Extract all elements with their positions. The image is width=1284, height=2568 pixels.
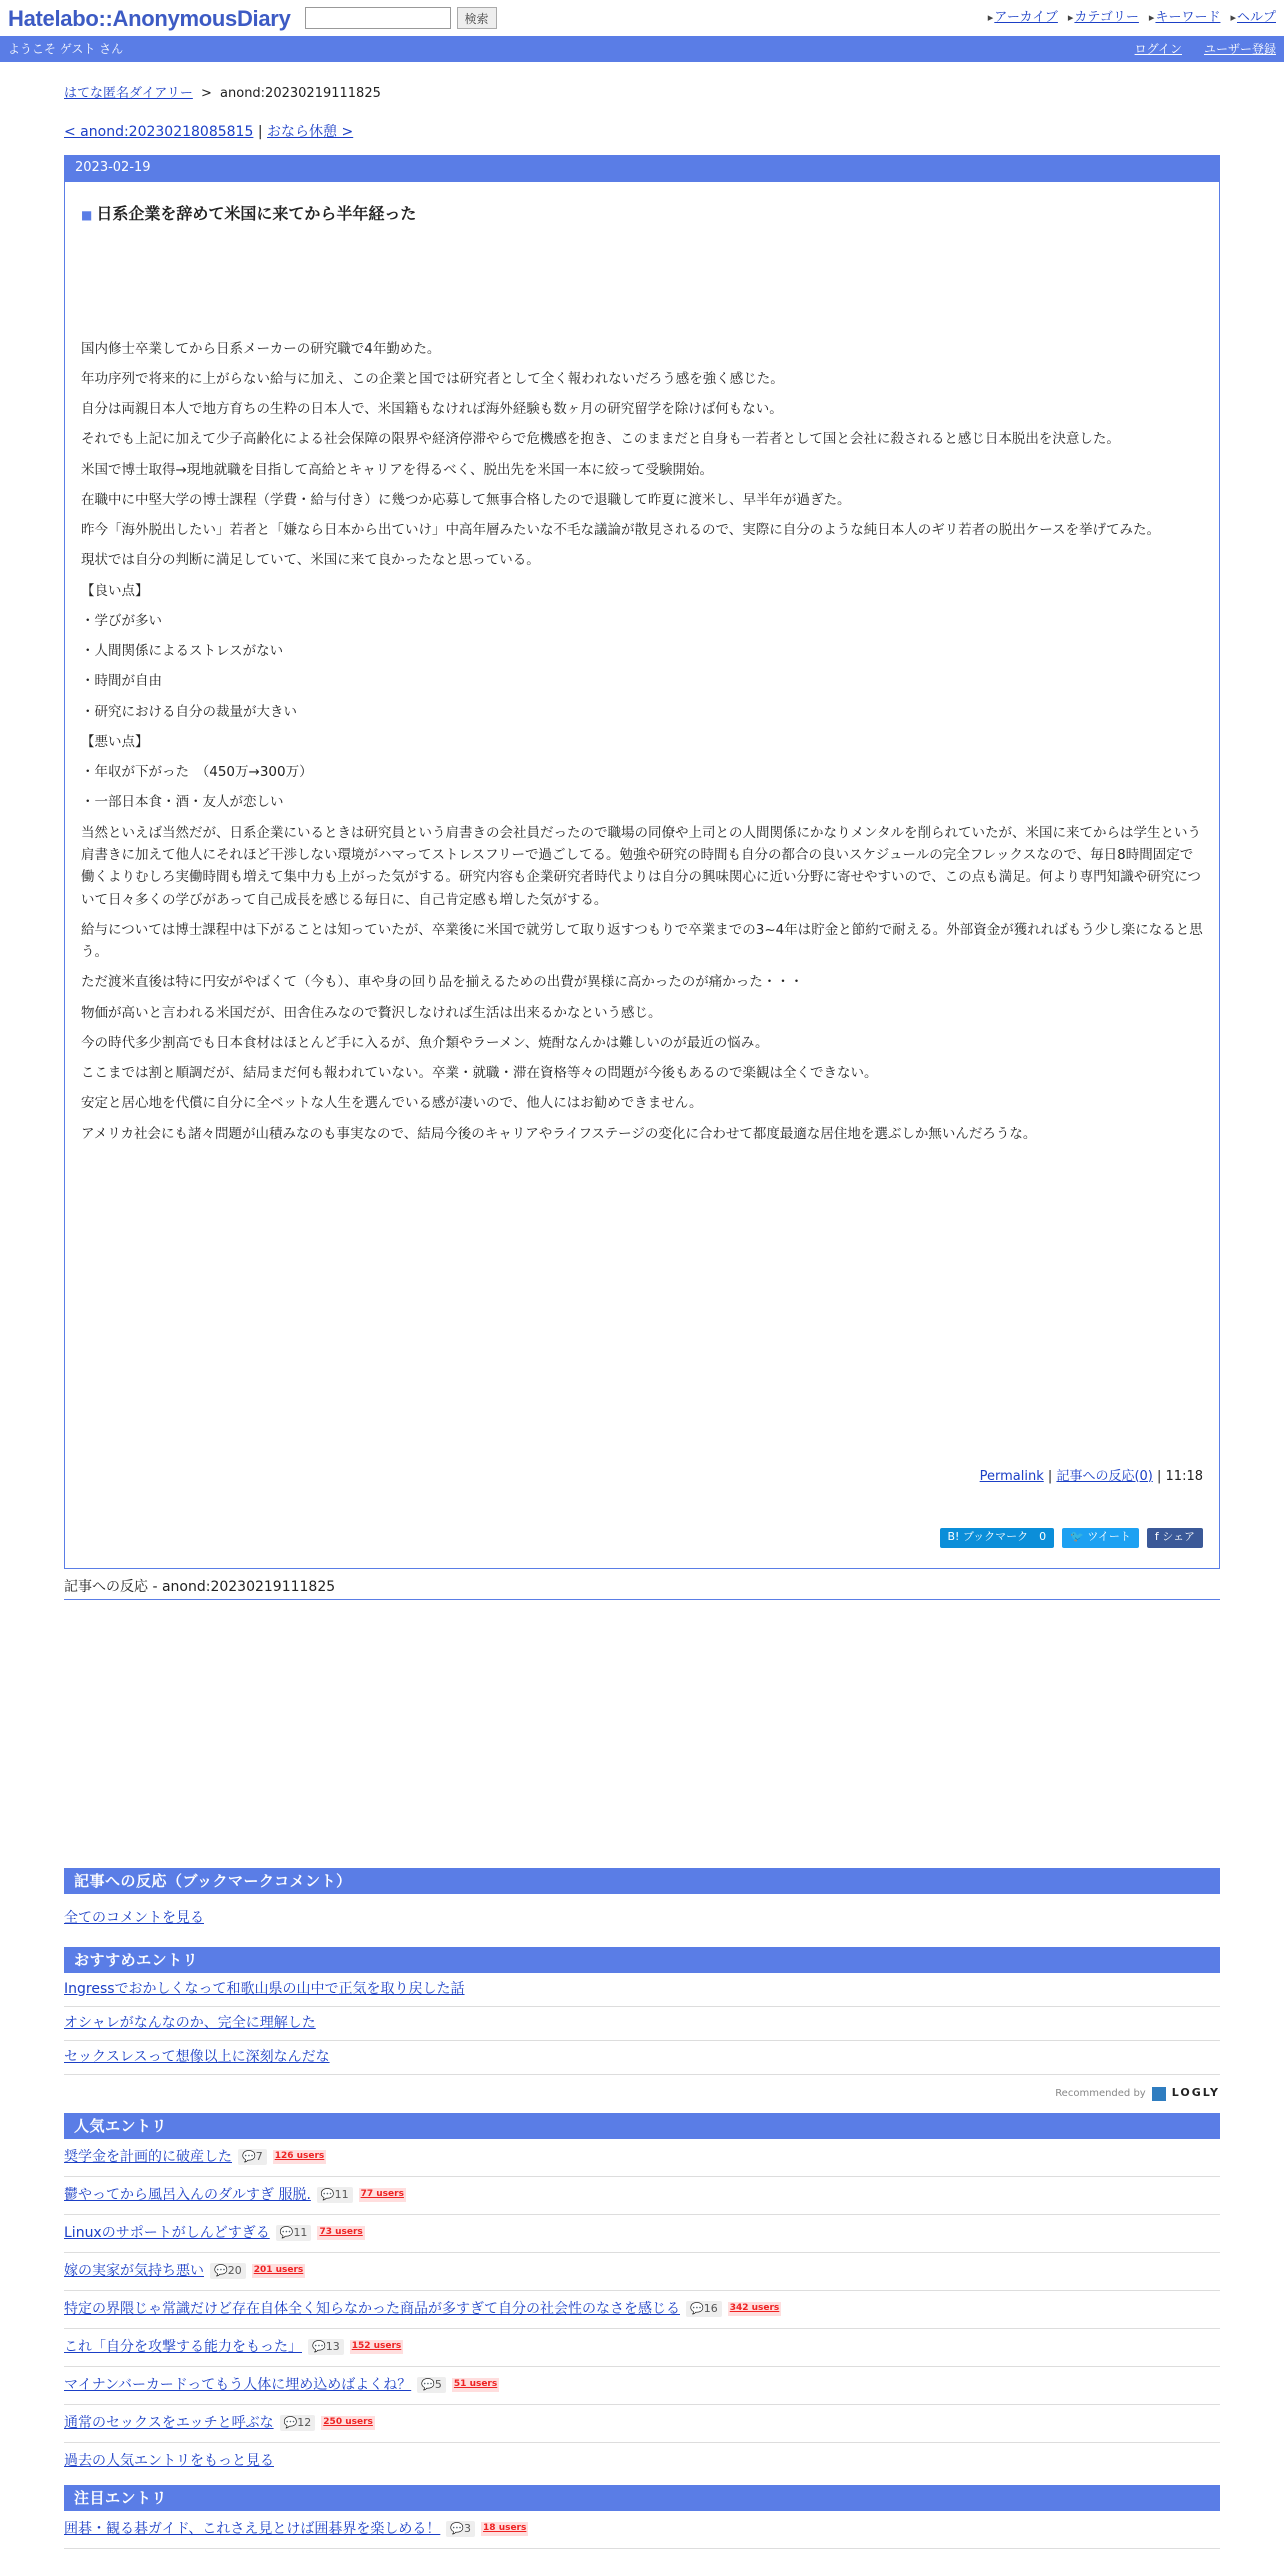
entry-nav — [64, 122, 1220, 143]
featured-list — [64, 2511, 1220, 2549]
breadcrumb-root[interactable]: はてな匿名ダイアリー — [64, 86, 193, 101]
popular-link[interactable]: Linuxのサポートがしんどすぎる — [64, 2224, 270, 2241]
entry-paragraph: 安定と居心地を代償に自分に全ベットな人生を選んでいる感が凄いので、他人にはお勧めできません。 — [81, 1095, 703, 1112]
logly-icon — [1152, 2087, 1166, 2101]
comment-icon: 💬 — [450, 2521, 465, 2535]
register-link[interactable]: ユーザー登録 — [1203, 42, 1276, 56]
reactions-title: 記事への反応 - anond:20230219111825 — [64, 1577, 1220, 1600]
entry-paragraph: ここまでは割と順調だが、結局まだ何も報われていない。卒業・就職・滞在資格等々の問題が今後もあるので楽観は全くできない。 — [81, 1065, 878, 1082]
top-bar — [0, 0, 1284, 36]
list-item — [64, 2511, 1220, 2549]
entry-paragraph: 【悪い点】 — [81, 733, 149, 750]
hatena-bookmark-button[interactable]: B! ブックマーク 0 — [940, 1528, 1055, 1548]
users-badge[interactable]: 342 users — [728, 2302, 782, 2316]
comment-count[interactable] — [686, 2301, 722, 2318]
welcome-text: ようこそ ゲスト さん — [8, 42, 124, 56]
users-badge[interactable]: 73 users — [317, 2226, 364, 2240]
entry-paragraph: 物価が高いと言われる米国だが、田舎住みなので贅沢しなければ生活は出来るかなという感じ。 — [81, 1004, 662, 1021]
recommended-by — [64, 2083, 1220, 2105]
comment-number: 11 — [334, 2187, 349, 2201]
popular-heading: 人気エントリ — [64, 2113, 1220, 2139]
keyword-link[interactable]: ▸ キーワード — [1149, 8, 1221, 28]
comment-icon: 💬 — [421, 2377, 435, 2391]
entry-paragraph: 給与については博士課程中は下がることは知っていたが、卒業後に米国で就労して取り返すつもりで卒業までの3~4年は貯金と節約で耐える。外部資金が獲れればもう少し楽になると思う。 — [81, 921, 1203, 961]
popular-link[interactable]: 特定の界隈じゃ常識だけど存在自体全く知らなかった商品が多すぎて自分の社会性のなさを感じる — [64, 2300, 680, 2317]
users-badge[interactable]: 18 users — [481, 2522, 528, 2536]
comment-icon: 💬 — [283, 2415, 298, 2429]
entry-box — [64, 155, 1220, 1569]
entry-paragraph: 【良い点】 — [81, 582, 149, 599]
entry-paragraph: ・人間関係によるストレスがない — [81, 643, 284, 660]
next-entry-link[interactable]: おなら休憩 > — [267, 123, 354, 140]
entry-body — [81, 338, 1203, 1145]
list-item — [64, 1973, 1220, 2007]
entry-paragraph: ・学びが多い — [81, 612, 162, 629]
tweet-button[interactable] — [1062, 1528, 1139, 1548]
popular-link[interactable]: 通常のセックスをエッチと呼ぶな — [64, 2414, 274, 2431]
comment-count[interactable] — [238, 2149, 267, 2166]
users-badge[interactable]: 51 users — [452, 2378, 499, 2392]
more-popular-link[interactable]: 過去の人気エントリをもっと見る — [64, 2453, 274, 2469]
footer-separator: | — [1047, 1468, 1053, 1484]
facebook-icon: f — [1154, 1529, 1163, 1543]
comment-number: 5 — [434, 2377, 442, 2391]
breadcrumb-separator: > — [200, 86, 212, 101]
users-badge[interactable]: 152 users — [350, 2340, 404, 2354]
recommended-link[interactable]: オシャレがなんなのか、完全に理解した — [64, 2014, 316, 2031]
featured-heading: 注目エントリ — [64, 2485, 1220, 2511]
featured-link[interactable]: 囲碁・観る碁ガイド、これさえ見とけば囲碁界を楽しめる！ — [64, 2520, 441, 2537]
login-link[interactable]: ログイン — [1134, 42, 1182, 56]
users-badge[interactable]: 201 users — [252, 2264, 306, 2278]
entry-paragraph: 昨今「海外脱出したい」若者と「嫌なら日本から出ていけ」中高年層みたいな不毛な議論が散見されるので、実際に自分のような純日本人のギリ若者の脱出ケースを挙げてみた。 — [81, 522, 1161, 539]
entry-paragraph: ・一部日本食・酒・友人が恋しい — [81, 794, 284, 811]
entry-paragraph: それでも上記に加えて少子高齢化による社会保障の限界や経済停滞やらで危機感を抱き、このままだと自身も一若者として国と会社に殺されると感じ日本脱出を決意した。 — [81, 431, 1120, 448]
footer-separator: | — [1157, 1468, 1162, 1484]
popular-link[interactable]: 嫁の実家が気持ち悪い — [64, 2262, 204, 2279]
recommended-by-label: Recommended by — [1055, 2088, 1146, 2099]
comment-count[interactable] — [417, 2377, 446, 2394]
entry-paragraph: ただ渡米直後は特に円安がやばくて（今も）、車や身の回り品を揃えるための出費が異様に高かったのが痛かった・・・ — [81, 974, 804, 991]
facebook-label: シェア — [1162, 1529, 1195, 1543]
search-form — [305, 7, 497, 29]
recommended-link[interactable]: Ingressでおかしくなって和歌山県の山中で正気を取り戻した話 — [64, 1980, 465, 1997]
comment-count[interactable] — [308, 2339, 344, 2356]
comment-count[interactable] — [276, 2225, 312, 2242]
comment-icon: 💬 — [242, 2149, 256, 2163]
list-item — [64, 2253, 1220, 2291]
recommended-link[interactable]: セックスレスって想像以上に深刻なんだな — [64, 2048, 330, 2065]
entry-title-text: 日系企業を辞めて米国に来てから半年経った — [96, 203, 417, 223]
permalink[interactable]: Permalink — [979, 1468, 1044, 1484]
category-link[interactable]: ▸ カテゴリー — [1068, 8, 1139, 28]
list-item — [64, 2139, 1220, 2177]
all-comments-link[interactable]: 全てのコメントを見る — [64, 1909, 204, 1926]
users-badge[interactable]: 77 users — [359, 2188, 406, 2202]
comment-icon: 💬 — [690, 2301, 704, 2315]
comment-number: 13 — [325, 2339, 340, 2353]
entry-footer — [980, 1467, 1203, 1487]
list-item — [64, 2291, 1220, 2329]
comment-count[interactable] — [446, 2521, 475, 2538]
bookmark-comments-heading: 記事への反応（ブックマークコメント） — [64, 1868, 1220, 1894]
entry-paragraph: 自分は両親日本人で地方育ちの生粋の日本人で、米国籍もなければ海外経験も数ヶ月の研究留学を除けば何もない。 — [81, 401, 783, 418]
comment-icon: 💬 — [312, 2339, 326, 2353]
recommended-heading: おすすめエントリ — [64, 1947, 1220, 1973]
entry-paragraph: ・時間が自由 — [81, 673, 162, 690]
help-link[interactable]: ▸ ヘルプ — [1230, 8, 1276, 28]
list-item — [64, 2007, 1220, 2041]
comment-icon: 💬 — [320, 2187, 335, 2201]
users-badge[interactable]: 250 users — [321, 2416, 375, 2430]
popular-link[interactable]: 鬱やってから風呂入んのダルすぎ 服脱. — [64, 2186, 311, 2203]
tweet-label: ツイート — [1087, 1529, 1131, 1543]
list-item — [64, 2405, 1220, 2443]
facebook-share-button[interactable] — [1147, 1528, 1203, 1548]
entry-paragraph: アメリカ社会にも諸々問題が山積みなのも事実なので、結局今後のキャリアやライフステージの変化に合わせて都度最適な居住地を選ぶしか無いんだろうな。 — [81, 1125, 1037, 1142]
site-logo[interactable]: Hatelabo::AnonymousDiary — [8, 5, 291, 31]
popular-list — [64, 2139, 1220, 2443]
comment-icon: 💬 — [279, 2225, 294, 2239]
top-nav — [988, 8, 1276, 28]
list-item — [64, 2329, 1220, 2367]
comment-number: 12 — [297, 2415, 312, 2429]
entry-paragraph: 現状では自分の判断に満足していて、米国に来て良かったなと思っている。 — [81, 552, 540, 569]
entry-paragraph: ・年収が下がった （450万→300万） — [81, 764, 313, 781]
popular-link[interactable]: 奨学金を計画的に破産した — [64, 2148, 232, 2165]
share-buttons — [940, 1528, 1204, 1548]
comment-number: 16 — [703, 2301, 718, 2315]
comment-count[interactable] — [280, 2415, 316, 2432]
comment-icon: 💬 — [214, 2263, 228, 2277]
popular-link[interactable]: マイナンバーカードってもう人体に埋め込めばよくね？ — [64, 2376, 412, 2393]
entry-paragraph: 当然といえば当然だが、日系企業にいるときは研究員という肩書きの会社員だったので職場の同僚や上司との人間関係にかなりメンタルを削られていたが、米国に来てからは学生という肩書きに加えて他人にそれほど干渉しない環境がハマってストレスフリーで過ごしてる。勉強や研究の時間も自分の都合の良いスケジュールの完全フレックスなので、毎日8時間固定で働くよりむしろ実働時間も増えて集中力も上がった気がする。研究内容も企業研究者時代よりは自分の興味関心に近い分野に寄せやすいので、この点も満足。何より専門知識や研究について日々多くの学びがあって自己成長を感じる毎日に、自己肯定感も増した気がする。 — [81, 824, 1201, 908]
square-icon[interactable]: ■ — [81, 207, 93, 222]
list-item — [64, 2367, 1220, 2405]
prev-entry-link[interactable]: < anond:20230218085815 — [64, 123, 254, 140]
comment-number: 20 — [227, 2263, 242, 2277]
user-bar — [0, 36, 1284, 62]
archive-link[interactable]: ▸ アーカイブ — [988, 8, 1058, 28]
recommended-list — [64, 1973, 1220, 2075]
comment-count[interactable] — [210, 2263, 246, 2280]
logly-logo[interactable]: LOGLY — [1171, 2086, 1220, 2100]
list-item — [64, 2041, 1220, 2075]
entry-paragraph: ・研究における自分の裁量が大きい — [81, 703, 297, 720]
twitter-icon: 🐦 — [1070, 1529, 1088, 1543]
popular-link[interactable]: これ「自分を攻撃する能力をもった」 — [64, 2338, 302, 2355]
search-button[interactable]: 検索 — [457, 7, 497, 29]
comment-number: 7 — [255, 2149, 263, 2163]
list-item — [64, 2177, 1220, 2215]
breadcrumb-current: anond:20230219111825 — [220, 86, 381, 101]
comment-count[interactable] — [317, 2187, 353, 2204]
breadcrumb — [64, 84, 1220, 104]
comment-number: 11 — [293, 2225, 308, 2239]
reactions-link[interactable]: 記事への反応(0) — [1056, 1468, 1153, 1484]
search-input[interactable] — [305, 7, 451, 29]
entry-paragraph: 国内修士卒業してから日系メーカーの研究職で4年勤めた。 — [81, 340, 441, 357]
nav-separator: | — [257, 123, 263, 140]
entry-paragraph: 米国で博士取得→現地就職を目指して高給とキャリアを得るべく、脱出先を米国一本に絞って受験開始。 — [81, 461, 714, 478]
entry-paragraph: 今の時代多少割高でも日本食材はほとんど手に入るが、魚介類やラーメン、焼酎なんかは難しいのが最近の悩み。 — [81, 1034, 769, 1051]
entry-date: 2023-02-19 — [65, 156, 1219, 182]
users-badge[interactable]: 126 users — [273, 2150, 327, 2164]
comment-number: 3 — [464, 2521, 472, 2535]
entry-time: 11:18 — [1165, 1468, 1203, 1484]
list-item — [64, 2215, 1220, 2253]
entry-paragraph: 年功序列で将来的に上がらない給与に加え、この企業と国では研究者として全く報われないだろう感を強く感じた。 — [81, 370, 784, 387]
entry-paragraph: 在職中に中堅大学の博士課程（学費・給与付き）に幾つか応募して無事合格したので退職して昨夏に渡米し、早半年が過ぎた。 — [81, 491, 851, 508]
entry-title — [81, 202, 1203, 226]
